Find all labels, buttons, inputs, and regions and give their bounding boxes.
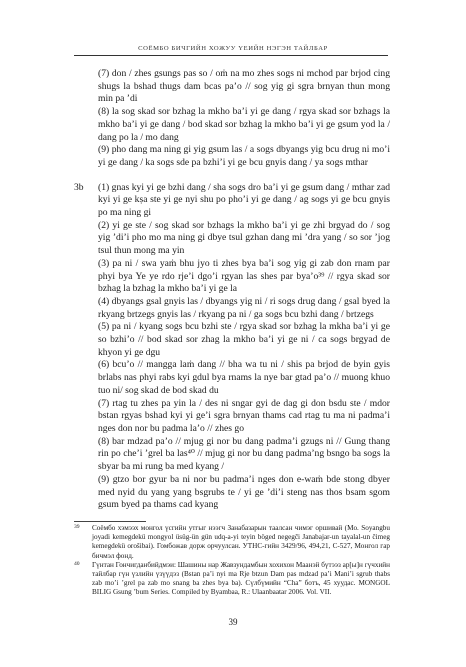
text-line: (8) la sog skad sor bzhag la mkho ba’i yi ge dang / rgya skad sor bzhags la mkho ba’i yi ge dang / bod skad sor bzhag la mkho ba’i yi ge gsum yod la / dang po la / mo dang: [98, 106, 390, 143]
text-line: (9) gtzo bor gyur ba ni nor bu padma’i nges don e-waṁ bde stong dbyer med nyid du yang yang bsgrubs te / yi ge ’di’i steng nas thos bsam sgom gsum byed pa thams cad kyang: [98, 473, 390, 511]
footnote: [74, 561, 390, 598]
text-line: (7) rtag tu zhes pa yin la / des ni sngar gyi de dag gi don bsdu ste / mdor bstan rgyas bshad kyi yi ge’i sgra brnyan thams cad rtag tu ma ni padma’i nges don nor bu padma la’o // zhes go: [98, 397, 390, 434]
running-head: СОЁМБО БИЧГИЙН ХОЖУУ ҮЕИЙН НЭГЭН ТАЙЛБАР: [138, 45, 328, 52]
footnote: [74, 524, 390, 561]
main-text: [74, 68, 390, 512]
continued-passage: [74, 68, 390, 170]
text-line: (1) gnas kyi yi ge bzhi dang / sha sogs dro ba’i yi ge gsum dang / mthar zad kyi yi ge kṣa ste yi ge nyi shu po pho’i yi ge dang / ag sogs yi ge bcu gnyis po ma ning gi: [98, 181, 390, 219]
footnote-rule: [74, 521, 146, 522]
footnotes: [74, 524, 390, 598]
header-rule: [74, 55, 388, 56]
text-line: (6) bcu’o // mangga laṁ dang // bha wa tu ni / shis pa brjod de byin gyis brlabs nas phyi rabs kyi gdul bya rnams la nye bar gtad pa’o // muong khuo tuo ni/ sog skad de bod skad du: [98, 359, 390, 396]
text-line: (8) bar mdzad pa’o // mjug gi nor bu dang padma’i gzugs ni // Gung thang rin po che’i ’grel ba las⁴⁰ // mjug gi nor bu dang padma’ng bsngo ba sogs la sbyar ba mi rung ba med kyang /: [98, 435, 390, 473]
footnote-text: Гүнтан Гончигданбийдмэи: Шашины нар Жавзундамбын хохихон Маанэй бүтээз ар[ы]н гүчхийн тайлбар гүн үзлийн үзүүдэз (Bstan pa’i nyi ma Rje btzun Dam pas mdzad pa’i Mani’i sgrub thabs zab mo’i ’grel pa zab mo snang ba zhes bya ba). Сүлбүмийн “Cha” ботъ, 45 хуудас. MONGOL BILIG Gsung ’bum Series. Compiled by Byambaa, R.: Ulaanbaatar 2006. Vol. VII.: [92, 560, 390, 597]
footnote-text: Соёмбо хэмээх монгол үсгийн утгыг нээгч Занабазарын таалсан чимэг оршивай (Mo. Soyangbu joyadi kemegdekü mongyol üsüg-ün gün udq-a-yi teyin böged negegči Janabajar-un tayalal-un čimeg kemegdekü orošibai). Гомбожав дорж орчуулсан. УТНС-гийн 3429/96, 494,21, С-527, Монгол гар бичмэл фонд.: [92, 524, 390, 560]
text-line: (3) pa ni / swa yaṁ bhu jyo ti zhes bya ba’i sog yig gi zab don rnam par phyi bya Ye ye rdo rje’i dgo’i rgyan las shes par bya’o³⁹ // rgya skad sor bzhag la bzhag la mkho ba’i yi ge la: [98, 257, 390, 295]
page-number: 39: [228, 617, 238, 627]
footnote-number: 40: [74, 560, 80, 567]
text-line: (7) don / zhes gsungs pas so / oṁ na mo zhes sogs ni mchod par brjod cing shugs la bshad thugs dam bcas pa’o // sog yig gi sgra brnyan thun mong min pa ’di: [98, 68, 390, 105]
folio-section: [74, 182, 390, 512]
text-line: (9) pho dang ma ning gi yig gsum las / a sogs dbyangs yig bcu drug ni mo’i yi ge dang / ka sogs sde pa bzhi’i yi ge bcu gnyis dang / ya sogs mthar: [98, 144, 390, 168]
text-line: (5) pa ni / kyang sogs bcu bzhi ste / rgya skad sor bzhag la mkha ba’i yi ge so bzhi’o // bod skad sor zhag la mkho ba’i yi ge ni / ca sogs brgyad de khyon yi ge dgu: [98, 321, 390, 358]
text-line: (2) yi ge ste / sog skad sor bzhags la mkho ba’i yi ge zhi brgyad do / sog yig ’di’i pho mo ma ning gi dbye tsul gzhan dang mi ’dra yang / so sor ’jog tsul thun mong ma yin: [98, 219, 390, 257]
footnote-number: 39: [74, 524, 80, 530]
folio-label: 3b: [74, 181, 84, 193]
text-line: (4) dbyangs gsal gnyis las / dbyangs yig ni / ri sogs drug dang / gsal byed la rkyang brtzegs gnyis las / rkyang pa ni / ga sogs bcu bzhi dang / brtzegs: [98, 295, 390, 320]
